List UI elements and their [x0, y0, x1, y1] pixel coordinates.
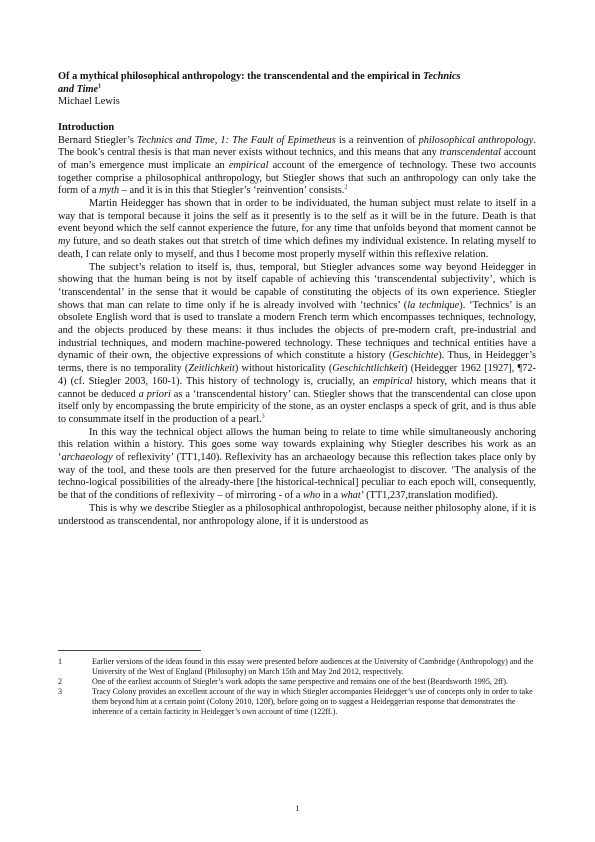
paragraph-2: Martin Heidegger has shown that in order to be individuated, the human subject must relate to itself in a way that is temporal because it joins the self as it presently is to the self as it will be in the future. Death is that event beyond which the self cannot experience the future, for any time that unfolds beyond that moment cannot be my future, and so death stakes out that stretch of time which defines my individual existence. In relating myself to death, I can relate only to myself, and thus I become most properly myself within this reflexive relation.: [58, 198, 536, 260]
paragraph-5: This is why we describe Stiegler as a philosophical anthropologist, because neither philosophy alone, if it is understood as transcendental, nor anthropology alone, if it is understood as: [58, 502, 536, 527]
section-heading: Introduction: [58, 121, 115, 133]
footnote-1: [58, 657, 536, 677]
footnote-2: [58, 677, 536, 687]
paragraph-1: Bernard Stiegler’s Technics and Time, 1: The Fault of Epimetheus is a reinvention of philosophical anthropology. The book’s central thesis is that man never exists without technics, and this means that any transcendental account of man’s emergence must implicate an empirical account of the emergence of technology. These two accounts together comprise a philosophical anthropology, but Stiegler shows that such an anthropology can only take the form of a myth – and it is in this that Stiegler’s ‘reinvention’ consists.$^2$: [58, 134, 537, 197]
footnotes: [58, 657, 536, 718]
paper-title: [58, 71, 536, 96]
title-italic-and-time: and Time: [58, 83, 99, 95]
footnote-text: One of the earliest accounts of Stiegler’s work adopts the same perspective and remains one of the best (Beardsworth 1995, 2ff).: [92, 677, 508, 687]
footnote-number: 1: [58, 657, 63, 666]
footnote-marker-1[interactable]: 1: [98, 83, 102, 90]
paragraph-3: The subject’s relation to itself is, thus, temporal, but Stiegler advances some way beyond Heidegger in showing that the human being is not by itself capable of achieving this ‘transcendental subjectivity’, which is ‘transcendental’ in the sense that it would be capable of constituting the objects of its own experience. Stiegler shows that man can relate to time only if he is already involved with ‘technics’ (la technique). ‘Technics’ is an obsolete English word that is used to translate a modern French term which encompasses techniques, technology, and the objects produced by these means: it thus includes the objects of pre-modern craft, pre-industrial and industrial techniques, and modern machine-powered technology. These techniques and technical entities have a dynamic of their own, the objective expressions of which constitute a history (Geschichte). Thus, in Heidegger’s terms, there is no temporality (Zeitlichkeit) without historicality (Geschichtlichkeit) (Heidegger 1962 [1927], ¶72-4) (cf. Stiegler 2003, 160-1). This history of technology is, crucially, an empirical history, which means that it cannot be deduced a priori as a ‘transcendental history’ can. Stiegler shows that the transcendental can close upon itself only by encompassing the brute empiricity of the stone, as an oyster enclasps a speck of grit, and is thus able to consummate itself in the production of a pearl.$^3$: [58, 261, 537, 425]
paragraph-4: In this way the technical object allows the human being to relate to time while simultaneously anchoring this relation within a history. This goes some way towards explaining why Stiegler describes his work as an ‘archaeology of reflexivity’ (TT1,140). Reflexivity has an archaeology because this reflection takes place only by way of the tool, and these tools are then preserved for the future archaeologist to discover. ‘The analysis of the techno-logical possibilities of the already-there [the historical-technical] peculiar to each epoch will, consequently, be that of the conditions of reflexivity – of mirroring - of a who in a what’ (TT1,237,translation modified).: [58, 426, 536, 502]
author-name: Michael Lewis: [58, 96, 120, 108]
footnote-text: Earlier versions of the ideas found in this essay were presented before audiences at the University of Cambridge (Anthropology) and the University of the West of England (Philosophy) on March 15th and May 2nd 2012, respectively.: [92, 657, 534, 677]
footnote-number: 2: [58, 677, 63, 687]
main-text: [58, 71, 536, 528]
page-number: 1: [295, 803, 300, 813]
title-italic-technics: Technics: [423, 71, 461, 82]
footnote-separator: [58, 650, 201, 651]
footnote-number: 3: [58, 687, 63, 697]
footnote-marker-2[interactable]: 2: [344, 184, 348, 191]
footnote-marker-3[interactable]: 3: [261, 413, 265, 420]
title-text: Of a mythical philosophical anthropology: the transcendental and the empirical in: [58, 71, 424, 82]
footnote-text: Tracy Colony provides an excellent account of the way in which Stiegler accompanies Heidegger’s use of concepts only in order to take them beyond him at a certain point (Colony 2010, 120f), before going on to suggest a Heideggerian response that demonstrates the inherence of a certain facticity in Heidegger’s own account of time (122ff.).: [92, 687, 533, 717]
footnote-3: [58, 687, 536, 717]
